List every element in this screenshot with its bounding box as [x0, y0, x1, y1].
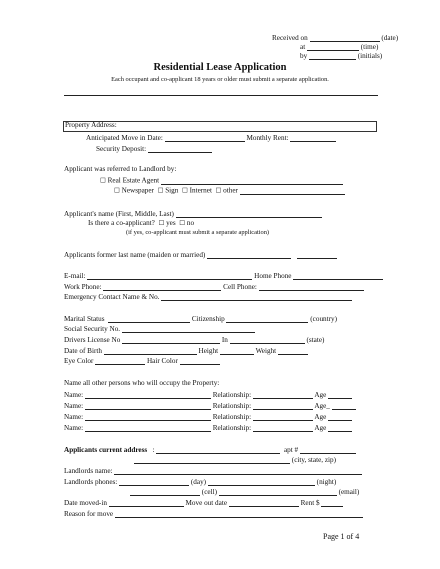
sign-checkbox[interactable]: ☐ [157, 187, 164, 195]
landlord-phones-label: Landlords phones: [64, 477, 118, 486]
internet-label: Internet [189, 186, 212, 195]
current-address-row [64, 446, 356, 454]
occupant-relationship-field[interactable] [253, 413, 313, 421]
reason-field[interactable] [115, 510, 363, 518]
newspaper-label: Newspaper [121, 186, 154, 195]
time-hint: (time) [360, 42, 379, 51]
former-name-field[interactable] [207, 251, 291, 259]
occupant-name-label: Name: [64, 390, 84, 399]
cell-phone-field[interactable] [259, 283, 364, 291]
co-applicant-note: (if yes, co-applicant must submit a separate application) [126, 229, 270, 236]
occupant-relationship-field[interactable] [253, 402, 313, 410]
ssn-row [64, 325, 255, 333]
monthly-rent-field[interactable] [290, 134, 336, 142]
landlord-phones-row [64, 478, 336, 486]
initials-hint: (initials) [357, 51, 383, 60]
license-row [64, 336, 324, 344]
marital-row [64, 315, 337, 323]
monthly-rent-label: Monthly Rent: [246, 133, 289, 142]
received-by-field[interactable] [309, 52, 356, 60]
reason-row [64, 510, 363, 518]
former-name-field-2[interactable] [297, 251, 337, 259]
email-hint: (email) [338, 487, 360, 496]
city-row [134, 456, 336, 464]
occupant-name-label: Name: [64, 423, 84, 432]
occupant-relationship-label: Relationship: [212, 401, 252, 410]
day-hint: (day) [190, 477, 207, 486]
applicant-name-row [64, 210, 322, 218]
agent-name-field[interactable] [161, 177, 343, 185]
deposit-row [96, 145, 212, 153]
hair-color-field[interactable] [180, 357, 220, 365]
dob-label: Date of Birth [64, 346, 102, 355]
emergency-label: Emergency Contact Name & No. [64, 292, 160, 301]
at-label: at [300, 42, 306, 51]
email-row [64, 272, 383, 280]
property-address-label: Property Address: [65, 121, 117, 129]
received-on-label: Received on [272, 33, 308, 42]
co-applicant-row [88, 220, 194, 228]
received-date-field[interactable] [310, 34, 380, 42]
license-label: Drivers License No [64, 335, 121, 344]
license-field[interactable] [122, 336, 220, 344]
email-label: E-mail: [64, 271, 86, 280]
received-at-row [300, 43, 378, 51]
landlord-name-row [64, 467, 362, 475]
occupant-age-label: Age [314, 390, 327, 399]
work-phone-label: Work Phone: [64, 282, 102, 291]
other-label: other [223, 186, 238, 195]
header-divider [64, 95, 378, 96]
occupant-name-field[interactable] [85, 413, 211, 421]
moved-in-field[interactable] [109, 499, 184, 507]
rent-label: Rent $ [300, 498, 320, 507]
weight-field[interactable] [278, 347, 308, 355]
current-address-label: Applicants current address [64, 445, 148, 454]
received-on-row [272, 34, 398, 42]
occupant-name-label: Name: [64, 412, 84, 421]
landlord-cell-field[interactable] [130, 488, 200, 496]
occupants-label: Name all other persons who will occupy the Property: [64, 379, 220, 387]
height-field[interactable] [220, 347, 254, 355]
moved-in-row [64, 499, 343, 507]
received-time-field[interactable] [307, 43, 359, 51]
cell-phone-label: Cell Phone: [223, 282, 257, 291]
occupant-row [64, 402, 356, 410]
by-label: by [300, 51, 308, 60]
current-address-colon: : [152, 445, 155, 454]
apt-field[interactable] [300, 446, 356, 454]
height-label: Height [198, 346, 219, 355]
eye-color-label: Eye Color [64, 356, 94, 365]
page-number: Page 1 of 4 [323, 532, 360, 541]
occupant-relationship-field[interactable] [253, 391, 313, 399]
occupant-relationship-label: Relationship: [212, 412, 252, 421]
occupant-relationship-label: Relationship: [212, 423, 252, 432]
co-applicant-no-label: no [186, 219, 195, 227]
landlord-cell-row [130, 488, 359, 496]
deposit-field[interactable] [148, 145, 212, 153]
other-source-field[interactable] [240, 187, 345, 195]
dob-row [64, 347, 308, 355]
occupant-relationship-label: Relationship: [212, 390, 252, 399]
real-estate-checkbox[interactable]: ☐ [100, 177, 106, 185]
hair-color-label: Hair Color [146, 356, 178, 365]
occupant-age-label: Age [314, 423, 327, 432]
emergency-field[interactable] [161, 293, 352, 301]
ssn-field[interactable] [122, 325, 255, 333]
home-phone-label: Home Phone [254, 271, 292, 280]
rent-field[interactable] [321, 499, 343, 507]
state-hint: (state) [306, 335, 325, 344]
dob-field[interactable] [104, 347, 197, 355]
deposit-label: Security Deposit: [96, 144, 147, 153]
move-out-label: Move out date [185, 498, 228, 507]
city-state-zip-field[interactable] [134, 456, 290, 464]
occupant-row [64, 391, 352, 399]
co-applicant-no-checkbox[interactable]: ☐ [179, 220, 186, 227]
weight-label: Weight [255, 346, 277, 355]
landlord-name-label: Landlords name: [64, 466, 113, 475]
apt-label: apt # [283, 445, 299, 454]
other-checkbox[interactable]: ☐ [215, 187, 222, 195]
move-in-field[interactable] [165, 134, 245, 142]
emergency-row [64, 293, 352, 301]
referral-sources-row [114, 187, 345, 195]
country-hint: (country) [310, 314, 338, 323]
page-subtitle: Each occupant and co-applicant 18 years or older must submit a separate application. [111, 76, 329, 83]
work-phone-field[interactable] [103, 283, 221, 291]
referral-label: Applicant was referred to Landlord by: [64, 165, 177, 173]
marital-label: Marital Status [64, 314, 105, 323]
move-in-row [86, 134, 336, 142]
occupant-age-field[interactable] [328, 413, 352, 421]
citizenship-field[interactable] [226, 315, 308, 323]
referral-agent-row [100, 177, 343, 185]
co-applicant-label: Is there a co-applicant? [88, 219, 155, 227]
occupant-age-field[interactable] [328, 391, 352, 399]
marital-field[interactable] [108, 315, 190, 323]
eye-color-field[interactable] [95, 357, 145, 365]
real-estate-label: Real Estate Agent [107, 176, 160, 185]
city-hint: (city, state, zip) [291, 455, 337, 464]
occupant-row [64, 424, 352, 432]
citizenship-label: Citizenship [191, 314, 225, 323]
occupant-name-field[interactable] [85, 424, 211, 432]
license-state-field[interactable] [230, 336, 305, 344]
moved-in-label: Date moved-in [64, 498, 107, 507]
sign-label: Sign [165, 186, 179, 195]
occupant-age-label: Age [314, 412, 327, 421]
landlord-email-field[interactable] [219, 488, 337, 496]
cell-hint: (cell) [201, 487, 217, 496]
occupant-row [64, 413, 352, 421]
eye-hair-row [64, 357, 220, 365]
ssn-label: Social Security No. [64, 324, 121, 333]
date-hint: (date) [381, 33, 399, 42]
co-applicant-yes-label: yes [166, 219, 176, 227]
occupant-age-field[interactable] [328, 424, 352, 432]
internet-checkbox[interactable]: ☐ [181, 187, 188, 195]
newspaper-checkbox[interactable]: ☐ [114, 187, 120, 195]
occupant-relationship-field[interactable] [253, 424, 313, 432]
work-phone-row [64, 283, 364, 291]
occupant-age-field[interactable] [332, 402, 356, 410]
home-phone-field[interactable] [293, 272, 383, 280]
reason-label: Reason for move [64, 509, 114, 518]
former-name-label: Applicants former last name (maiden or married) [64, 250, 206, 259]
applicant-name-label: Applicant's name (First, Middle, Last) [64, 209, 174, 218]
current-address-field[interactable] [156, 446, 280, 454]
move-out-field[interactable] [229, 499, 299, 507]
occupant-age-label: Age_ [314, 401, 330, 410]
former-name-row [64, 251, 337, 259]
move-in-label: Anticipated Move in Date: [86, 133, 163, 142]
occupant-name-field[interactable] [85, 391, 211, 399]
landlord-day-phone-field[interactable] [119, 478, 189, 486]
email-field[interactable] [87, 272, 252, 280]
received-by-row [300, 52, 382, 60]
co-applicant-yes-checkbox[interactable]: ☐ [158, 220, 165, 227]
landlord-night-phone-field[interactable] [208, 478, 315, 486]
license-in-label: In [221, 335, 228, 344]
night-hint: (night) [316, 477, 337, 486]
applicant-name-field[interactable] [176, 210, 322, 218]
page-title: Residential Lease Application [153, 62, 287, 73]
landlord-name-field[interactable] [114, 467, 362, 475]
occupant-name-label: Name: [64, 401, 84, 410]
occupant-name-field[interactable] [85, 402, 211, 410]
